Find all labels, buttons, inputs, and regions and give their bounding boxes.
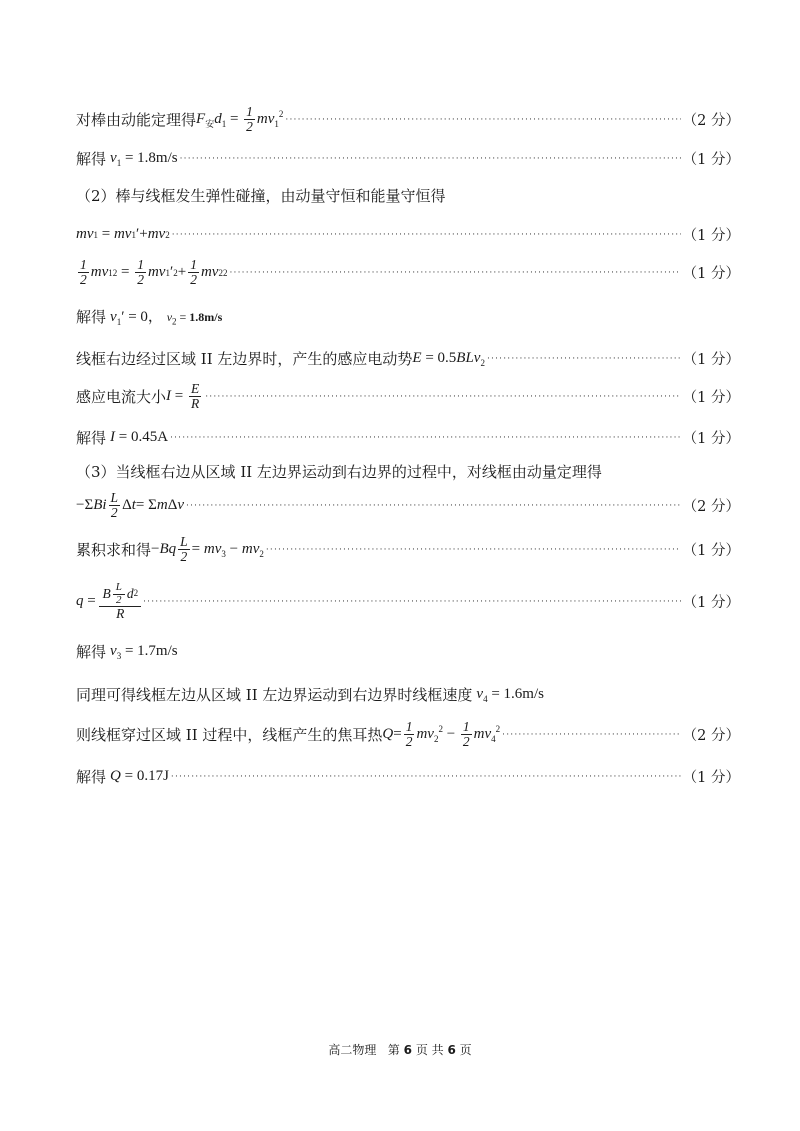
footer-page-label: 第	[387, 1043, 400, 1057]
leader-dots	[229, 268, 680, 278]
line-text: （2）棒与线框发生弹性碰撞，由动量守恒和能量守恒得	[76, 187, 446, 205]
leader-dots	[172, 230, 681, 240]
score-label: （1 分）	[682, 352, 740, 368]
leader-dots	[180, 154, 681, 164]
score-label: （1 分）	[682, 431, 740, 447]
formula: I = $\frac{E}{R}$	[166, 381, 200, 412]
formula: q = B $\frac{L}{2}$ d 2 R	[76, 582, 141, 621]
formula: Q= $\frac{1}{2}$ $mv_2^2$ − $\frac{1}{2}$ $mv_4^2$	[382, 719, 501, 750]
section-heading-2	[76, 185, 740, 206]
score-label: （1 分）	[682, 390, 740, 407]
footer-page-label-mid: 页 共	[415, 1043, 444, 1057]
formula: −Σ Bi $\frac{L}{2}$ Δ t = Σ m Δ v	[76, 490, 185, 521]
leader-dots	[186, 501, 681, 511]
line-text: 解得	[76, 150, 107, 168]
formula: $v_4 = 1.6m/s$	[476, 685, 544, 704]
line-text: 对棒由动能定理得	[76, 111, 197, 130]
leader-dots	[170, 433, 681, 443]
score-label: （2 分）	[682, 113, 740, 130]
footer-page-number: 6	[403, 1043, 412, 1057]
solution-line-16	[76, 720, 740, 749]
formula: I = 0.45A	[110, 429, 169, 445]
line-text: （3）当线框右边从区域 II 左边界运动到右边界的过程中，对线框由动量定理得	[76, 463, 602, 481]
score-label: （1 分）	[682, 543, 740, 560]
score-label: （1 分）	[682, 266, 740, 283]
line-text: 线框右边经过区域 II 左边界时，产生的感应电动势	[76, 350, 413, 368]
line-text: 解得	[76, 643, 107, 661]
solution-line-14	[76, 641, 740, 662]
score-label: （2 分）	[682, 499, 740, 516]
line-text: 则线框穿过区域 II 过程中，线框产生的焦耳热	[76, 726, 383, 745]
score-label: （1 分）	[682, 152, 740, 168]
formula: −Bq $\frac{L}{2}$ = $mv_3 - mv_2$	[151, 534, 264, 565]
solution-line-4	[76, 224, 740, 245]
line-text: 解得	[76, 429, 107, 447]
leader-dots	[502, 730, 680, 740]
formula: $\frac{1}{2}$ mv 1 2 = $\frac{1}{2}$ mv 1 ′ 2 + $\frac{1}{2}$ mv 2 2	[80, 257, 228, 288]
line-text: 解得	[76, 307, 107, 326]
line-text: 同理可得线框左边从区域 II 左边界运动到右边界时线框速度	[76, 686, 473, 704]
solution-line-17	[76, 766, 740, 787]
leader-dots	[285, 115, 680, 125]
solution-line-12	[76, 535, 740, 564]
score-label: （2 分）	[682, 728, 740, 745]
solution-line-2	[76, 148, 740, 169]
formula: mv 1 = mv 1 ′+ mv 2	[76, 226, 170, 242]
solution-line-15	[76, 684, 740, 705]
solution-line-6	[76, 305, 740, 327]
line-text: 解得	[76, 768, 107, 786]
score-label: （1 分）	[682, 228, 740, 244]
leader-dots	[171, 772, 681, 782]
formula: $F_安d_1$ = $\frac{1}{2}$ $mv_1^2$	[196, 104, 284, 135]
solution-line-1	[76, 105, 740, 134]
solution-line-7	[76, 348, 740, 369]
formula: $v_1 = 1.8m/s$	[110, 149, 178, 168]
score-label: （1 分）	[682, 770, 740, 786]
page-footer	[0, 1041, 800, 1058]
leader-dots	[487, 354, 681, 364]
leader-dots	[266, 545, 681, 555]
score-label: （1 分）	[682, 595, 740, 612]
solution-line-5	[76, 258, 740, 287]
formula: Q = 0.17J	[110, 768, 169, 784]
solution-line-13	[76, 582, 740, 621]
section-heading-3	[76, 461, 740, 482]
line-text: 感应电流大小	[76, 388, 167, 407]
solution-line-9	[76, 427, 740, 448]
leader-dots	[143, 597, 681, 607]
solution-line-8	[76, 382, 740, 411]
solution-line-11	[76, 491, 740, 520]
formula: $v_1' = 0$， $v_2 = 1.8m/s$	[110, 309, 223, 327]
footer-subject: 高二物理	[328, 1043, 377, 1057]
formula: $v_3 = 1.7m/s$	[110, 642, 178, 661]
line-text: 累积求和得	[76, 541, 152, 560]
leader-dots	[205, 392, 680, 402]
footer-total-pages: 6	[447, 1043, 456, 1057]
formula: E = 0.5BLv$_2$	[412, 349, 485, 368]
footer-page-label-post: 页	[459, 1043, 472, 1057]
